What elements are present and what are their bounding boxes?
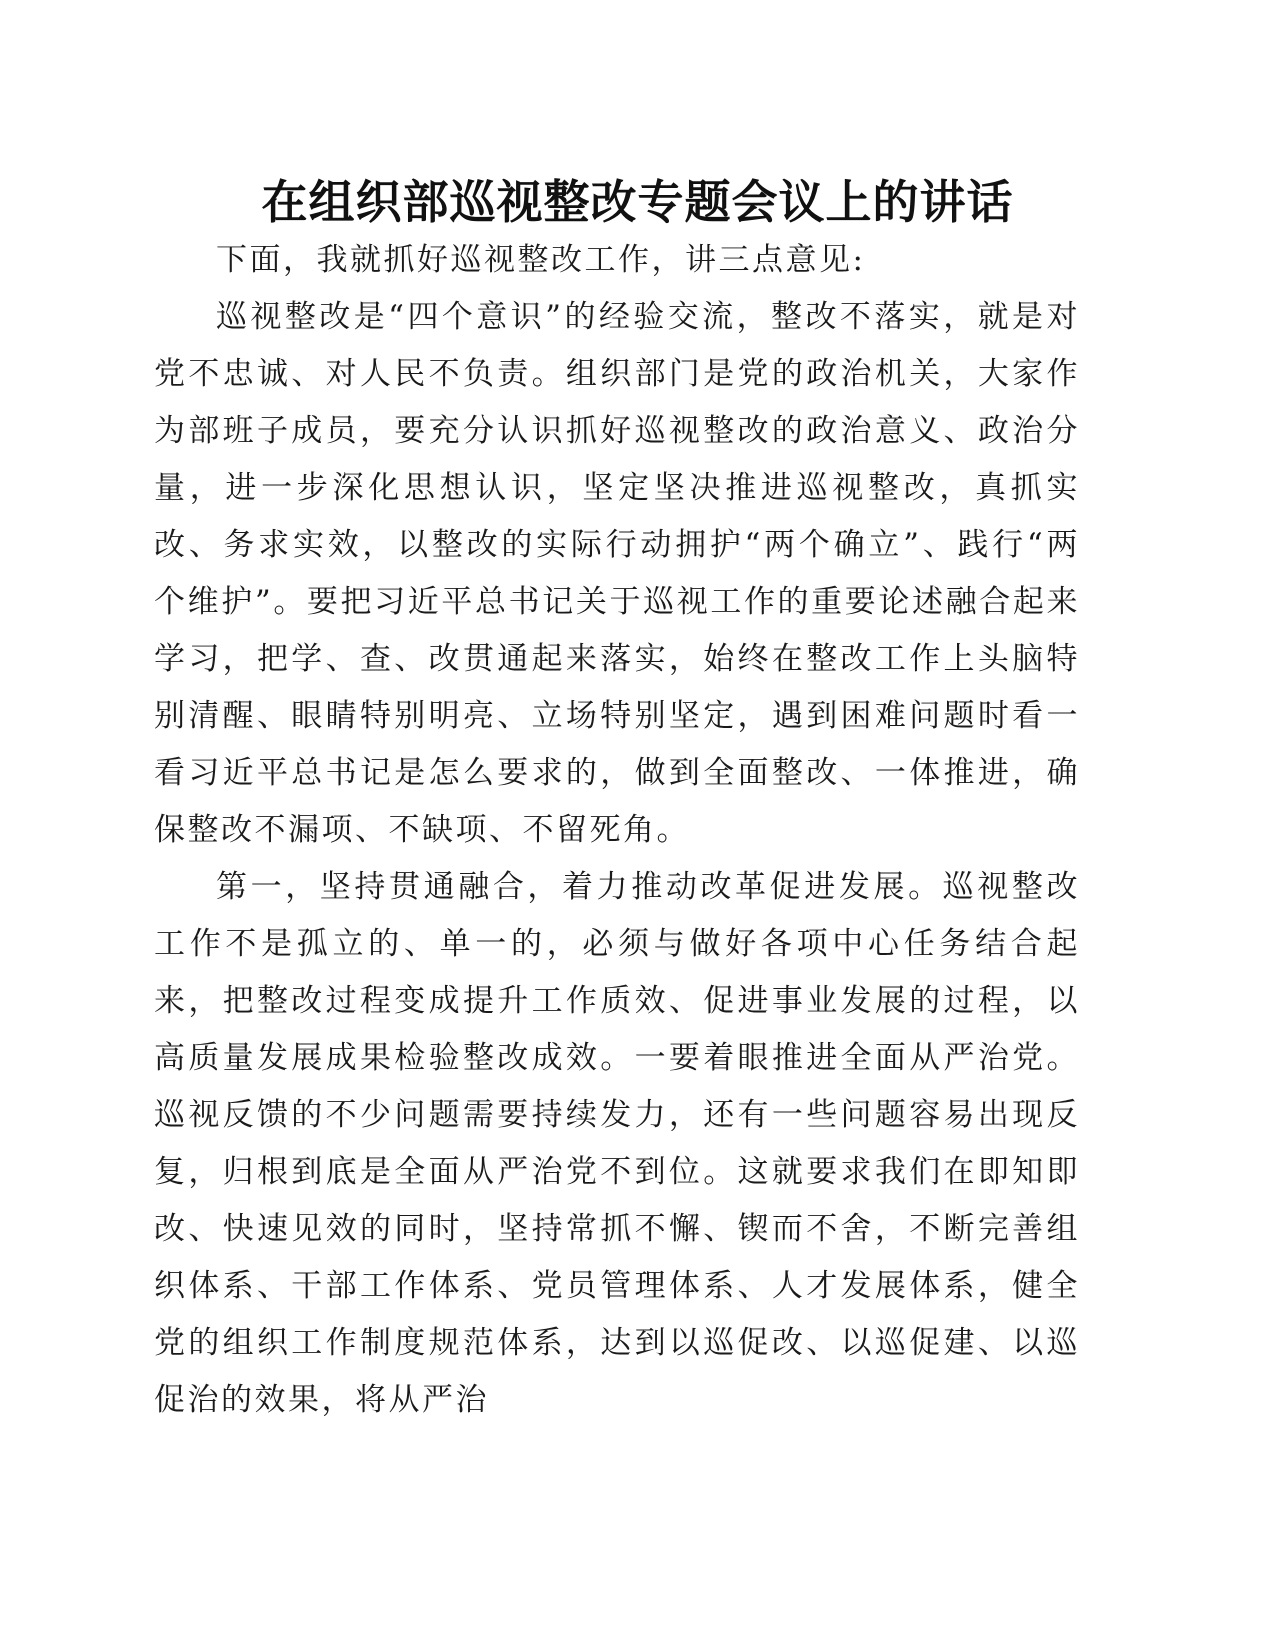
- document-body: [154, 232, 1080, 1429]
- paragraph-intro: 下面，我就抓好巡视整改工作，讲三点意见:: [216, 242, 866, 278]
- paragraph-first-point: 第一，坚持贯通融合，着力推动改革促进发展。巡视整改工作不是孤立的、单一的，必须与做好各项中心任务结合起来，把整改过程变成提升工作质效、促进事业发展的过程，以高质量发展成果检验整改成效。一要着眼推进全面从严治党。巡视反馈的不少问题需要持续发力，还有一些问题容易出现反复，归根到底是全面从严治党不到位。这就要求我们在即知即改、快速见效的同时，坚持常抓不懈、锲而不舍，不断完善组织体系、干部工作体系、党员管理体系、人才发展体系，健全党的组织工作制度规范体系，达到以巡促改、以巡促建、以巡促治的效果，将从严治: [154, 869, 1080, 1418]
- document-title: 在组织部巡视整改专题会议上的讲话: [261, 175, 1014, 229]
- paragraph-overview: 巡视整改是“四个意识”的经验交流，整改不落实，就是对党不忠诚、对人民不负责。组织部门是党的政治机关，大家作为部班子成员，要充分认识抓好巡视整改的政治意义、政治分量，进一步深化思想认识，坚定坚决推进巡视整改，真抓实改、务求实效，以整改的实际行动拥护“两个确立”、践行“两个维护”。要把习近平总书记关于巡视工作的重要论述融合起来学习，把学、查、改贯通起来落实，始终在整改工作上头脑特别清醒、眼睛特别明亮、立场特别坚定，遇到困难问题时看一看习近平总书记是怎么要求的，做到全面整改、一体推进，确保整改不漏项、不缺项、不留死角。: [154, 299, 1080, 848]
